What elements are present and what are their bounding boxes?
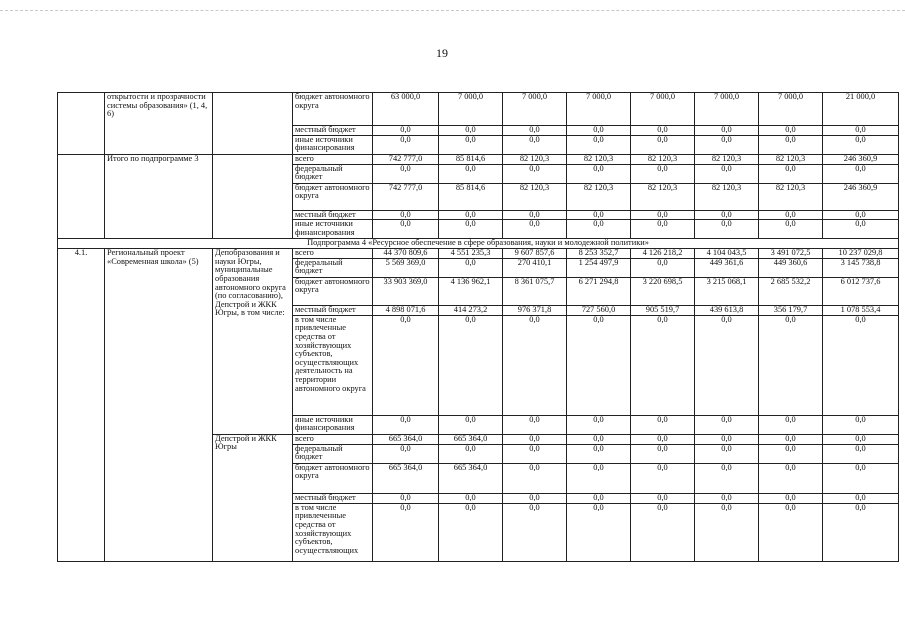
value-cell: 4 126 218,2 xyxy=(631,249,695,259)
value-cell: 0,0 xyxy=(503,493,567,503)
value-cell: 0,0 xyxy=(695,444,759,463)
value-cell: 0,0 xyxy=(373,135,439,154)
value-cell: 0,0 xyxy=(567,415,631,434)
value-cell: 246 360,9 xyxy=(823,154,899,164)
value-cell: 82 120,3 xyxy=(631,154,695,164)
source-cell: всего xyxy=(293,249,373,259)
value-cell: 0,0 xyxy=(373,164,439,183)
value-cell: 0,0 xyxy=(631,126,695,136)
value-cell: 0,0 xyxy=(823,126,899,136)
source-cell: местный бюджет xyxy=(293,126,373,136)
value-cell: 0,0 xyxy=(503,444,567,463)
value-cell: 1 078 553,4 xyxy=(823,305,899,315)
value-cell: 0,0 xyxy=(439,210,503,220)
value-cell: 439 613,8 xyxy=(695,305,759,315)
value-cell: 0,0 xyxy=(631,493,695,503)
value-cell: 0,0 xyxy=(695,415,759,434)
value-cell: 976 371,8 xyxy=(503,305,567,315)
value-cell: 0,0 xyxy=(373,444,439,463)
value-cell: 0,0 xyxy=(503,135,567,154)
subprogram-title: Подпрограмма 4 «Ресурсное обеспечение в сфере образования, науки и молодежной политики» xyxy=(58,239,899,249)
value-cell: 0,0 xyxy=(823,434,899,444)
value-cell: 0,0 xyxy=(567,220,631,239)
value-cell: 246 360,9 xyxy=(823,183,899,210)
value-cell: 0,0 xyxy=(439,493,503,503)
value-cell: 0,0 xyxy=(631,210,695,220)
value-cell: 0,0 xyxy=(439,135,503,154)
value-cell: 0,0 xyxy=(823,164,899,183)
value-cell: 0,0 xyxy=(695,164,759,183)
value-cell: 270 410,1 xyxy=(503,258,567,277)
executor-cell xyxy=(213,93,293,155)
row-number-cell xyxy=(58,154,105,239)
source-cell: местный бюджет xyxy=(293,493,373,503)
value-cell: 0,0 xyxy=(695,135,759,154)
value-cell: 0,0 xyxy=(631,315,695,415)
value-cell: 5 569 369,0 xyxy=(373,258,439,277)
value-cell: 0,0 xyxy=(373,210,439,220)
value-cell: 3 145 738,8 xyxy=(823,258,899,277)
value-cell: 0,0 xyxy=(823,415,899,434)
value-cell: 0,0 xyxy=(567,315,631,415)
value-cell: 0,0 xyxy=(567,463,631,493)
value-cell: 0,0 xyxy=(631,463,695,493)
value-cell: 7 000,0 xyxy=(759,93,823,126)
subtotal-label: Итого по подпрограмме 3 xyxy=(105,154,213,239)
value-cell: 0,0 xyxy=(373,493,439,503)
value-cell: 0,0 xyxy=(567,444,631,463)
value-cell: 0,0 xyxy=(567,164,631,183)
value-cell: 4 104 043,5 xyxy=(695,249,759,259)
value-cell: 0,0 xyxy=(695,493,759,503)
source-cell: бюджет автономного округа xyxy=(293,463,373,493)
value-cell: 0,0 xyxy=(695,315,759,415)
value-cell: 0,0 xyxy=(759,164,823,183)
table-row xyxy=(58,154,899,164)
value-cell: 905 519,7 xyxy=(631,305,695,315)
executor-cell: Депстрой и ЖКК Югры xyxy=(213,434,293,561)
value-cell: 0,0 xyxy=(373,220,439,239)
value-cell: 0,0 xyxy=(503,463,567,493)
value-cell: 0,0 xyxy=(823,463,899,493)
table-row xyxy=(58,239,899,249)
value-cell: 9 607 857,6 xyxy=(503,249,567,259)
value-cell: 1 254 497,9 xyxy=(567,258,631,277)
value-cell: 0,0 xyxy=(695,126,759,136)
value-cell: 0,0 xyxy=(759,135,823,154)
value-cell: 82 120,3 xyxy=(695,183,759,210)
value-cell: 0,0 xyxy=(503,503,567,561)
value-cell: 0,0 xyxy=(373,126,439,136)
value-cell: 0,0 xyxy=(373,315,439,415)
value-cell: 3 220 698,5 xyxy=(631,277,695,305)
value-cell: 0,0 xyxy=(631,444,695,463)
value-cell: 82 120,3 xyxy=(631,183,695,210)
value-cell: 21 000,0 xyxy=(823,93,899,126)
value-cell: 3 215 068,1 xyxy=(695,277,759,305)
value-cell: 4 136 962,1 xyxy=(439,277,503,305)
value-cell: 82 120,3 xyxy=(759,154,823,164)
measure-name-cell: Региональный проект «Современная школа» (5) xyxy=(105,249,213,562)
value-cell: 0,0 xyxy=(759,315,823,415)
value-cell: 0,0 xyxy=(759,493,823,503)
source-cell: местный бюджет xyxy=(293,210,373,220)
value-cell: 0,0 xyxy=(567,503,631,561)
page-number: 19 xyxy=(436,46,448,60)
value-cell: 0,0 xyxy=(439,258,503,277)
value-cell: 0,0 xyxy=(439,164,503,183)
value-cell: 0,0 xyxy=(759,503,823,561)
table-row xyxy=(58,93,899,126)
source-cell: в том числе привлеченные средства от хозяйствующих субъектов, осуществляющих деятельность на территории автономного округа xyxy=(293,315,373,415)
value-cell: 0,0 xyxy=(823,493,899,503)
value-cell: 0,0 xyxy=(631,415,695,434)
value-cell: 0,0 xyxy=(823,444,899,463)
value-cell: 7 000,0 xyxy=(439,93,503,126)
value-cell: 4 551 235,3 xyxy=(439,249,503,259)
value-cell: 665 364,0 xyxy=(439,463,503,493)
value-cell: 33 903 369,0 xyxy=(373,277,439,305)
row-number-cell: 4.1. xyxy=(58,249,105,562)
value-cell: 0,0 xyxy=(695,463,759,493)
value-cell: 0,0 xyxy=(759,463,823,493)
value-cell: 82 120,3 xyxy=(567,183,631,210)
scan-top-edge xyxy=(0,10,905,11)
source-cell: всего xyxy=(293,434,373,444)
value-cell: 8 253 352,7 xyxy=(567,249,631,259)
value-cell: 0,0 xyxy=(567,493,631,503)
value-cell: 0,0 xyxy=(695,434,759,444)
value-cell: 0,0 xyxy=(631,220,695,239)
value-cell: 356 179,7 xyxy=(759,305,823,315)
value-cell: 0,0 xyxy=(439,315,503,415)
source-cell: бюджет автономного округа xyxy=(293,183,373,210)
value-cell: 0,0 xyxy=(567,126,631,136)
source-cell: иные источники финансирования xyxy=(293,415,373,434)
value-cell: 8 361 075,7 xyxy=(503,277,567,305)
executor-cell: Депобразования и науки Югры, муниципальные образования автономного округа (по согласованию), Депстрой и ЖКК Югры, в том числе: xyxy=(213,249,293,435)
value-cell: 0,0 xyxy=(631,164,695,183)
value-cell: 0,0 xyxy=(567,210,631,220)
measure-name-cell: открытости и прозрачности системы образования» (1, 4, 6) xyxy=(105,93,213,155)
value-cell: 0,0 xyxy=(759,415,823,434)
value-cell: 2 685 532,2 xyxy=(759,277,823,305)
value-cell: 0,0 xyxy=(759,434,823,444)
value-cell: 0,0 xyxy=(631,258,695,277)
value-cell: 3 491 072,5 xyxy=(759,249,823,259)
value-cell: 10 237 029,8 xyxy=(823,249,899,259)
value-cell: 0,0 xyxy=(567,434,631,444)
value-cell: 449 360,6 xyxy=(759,258,823,277)
value-cell: 63 000,0 xyxy=(373,93,439,126)
value-cell: 6 271 294,8 xyxy=(567,277,631,305)
value-cell: 0,0 xyxy=(759,444,823,463)
value-cell: 742 777,0 xyxy=(373,183,439,210)
source-cell: федеральный бюджет xyxy=(293,164,373,183)
source-cell: иные источники финансирования xyxy=(293,220,373,239)
value-cell: 0,0 xyxy=(695,210,759,220)
value-cell: 0,0 xyxy=(503,210,567,220)
value-cell: 0,0 xyxy=(823,220,899,239)
value-cell: 0,0 xyxy=(695,220,759,239)
value-cell: 0,0 xyxy=(439,503,503,561)
source-cell: всего xyxy=(293,154,373,164)
value-cell: 449 361,6 xyxy=(695,258,759,277)
value-cell: 742 777,0 xyxy=(373,154,439,164)
value-cell: 85 814,6 xyxy=(439,183,503,210)
value-cell: 665 364,0 xyxy=(373,434,439,444)
value-cell: 7 000,0 xyxy=(503,93,567,126)
value-cell: 0,0 xyxy=(631,434,695,444)
value-cell: 0,0 xyxy=(503,415,567,434)
value-cell: 727 560,0 xyxy=(567,305,631,315)
value-cell: 0,0 xyxy=(823,135,899,154)
value-cell: 0,0 xyxy=(631,135,695,154)
value-cell: 44 370 809,6 xyxy=(373,249,439,259)
table-row xyxy=(58,249,899,259)
value-cell: 82 120,3 xyxy=(503,183,567,210)
value-cell: 665 364,0 xyxy=(373,463,439,493)
value-cell: 82 120,3 xyxy=(695,154,759,164)
source-cell: бюджет автономного округа xyxy=(293,93,373,126)
financing-table xyxy=(57,92,899,562)
value-cell: 0,0 xyxy=(567,135,631,154)
source-cell: в том числе привлеченные средства от хозяйствующих субъектов, осуществляющих xyxy=(293,503,373,561)
value-cell: 7 000,0 xyxy=(567,93,631,126)
value-cell: 82 120,3 xyxy=(567,154,631,164)
row-number-cell xyxy=(58,93,105,155)
value-cell: 0,0 xyxy=(503,126,567,136)
value-cell: 0,0 xyxy=(439,415,503,434)
source-cell: местный бюджет xyxy=(293,305,373,315)
value-cell: 0,0 xyxy=(503,164,567,183)
source-cell: бюджет автономного округа xyxy=(293,277,373,305)
value-cell: 0,0 xyxy=(695,503,759,561)
value-cell: 665 364,0 xyxy=(439,434,503,444)
value-cell: 82 120,3 xyxy=(759,183,823,210)
value-cell: 414 273,2 xyxy=(439,305,503,315)
value-cell: 0,0 xyxy=(373,503,439,561)
value-cell: 0,0 xyxy=(823,210,899,220)
value-cell: 82 120,3 xyxy=(503,154,567,164)
value-cell: 7 000,0 xyxy=(631,93,695,126)
source-cell: федеральный бюджет xyxy=(293,444,373,463)
value-cell: 0,0 xyxy=(759,210,823,220)
executor-cell xyxy=(213,154,293,239)
value-cell: 7 000,0 xyxy=(695,93,759,126)
source-cell: иные источники финансирования xyxy=(293,135,373,154)
value-cell: 4 898 071,6 xyxy=(373,305,439,315)
value-cell: 6 012 737,6 xyxy=(823,277,899,305)
value-cell: 0,0 xyxy=(439,444,503,463)
source-cell: федеральный бюджет xyxy=(293,258,373,277)
value-cell: 85 814,6 xyxy=(439,154,503,164)
value-cell: 0,0 xyxy=(373,415,439,434)
value-cell: 0,0 xyxy=(439,220,503,239)
value-cell: 0,0 xyxy=(823,315,899,415)
value-cell: 0,0 xyxy=(631,503,695,561)
value-cell: 0,0 xyxy=(503,315,567,415)
value-cell: 0,0 xyxy=(503,434,567,444)
value-cell: 0,0 xyxy=(759,126,823,136)
value-cell: 0,0 xyxy=(439,126,503,136)
value-cell: 0,0 xyxy=(823,503,899,561)
value-cell: 0,0 xyxy=(759,220,823,239)
value-cell: 0,0 xyxy=(503,220,567,239)
